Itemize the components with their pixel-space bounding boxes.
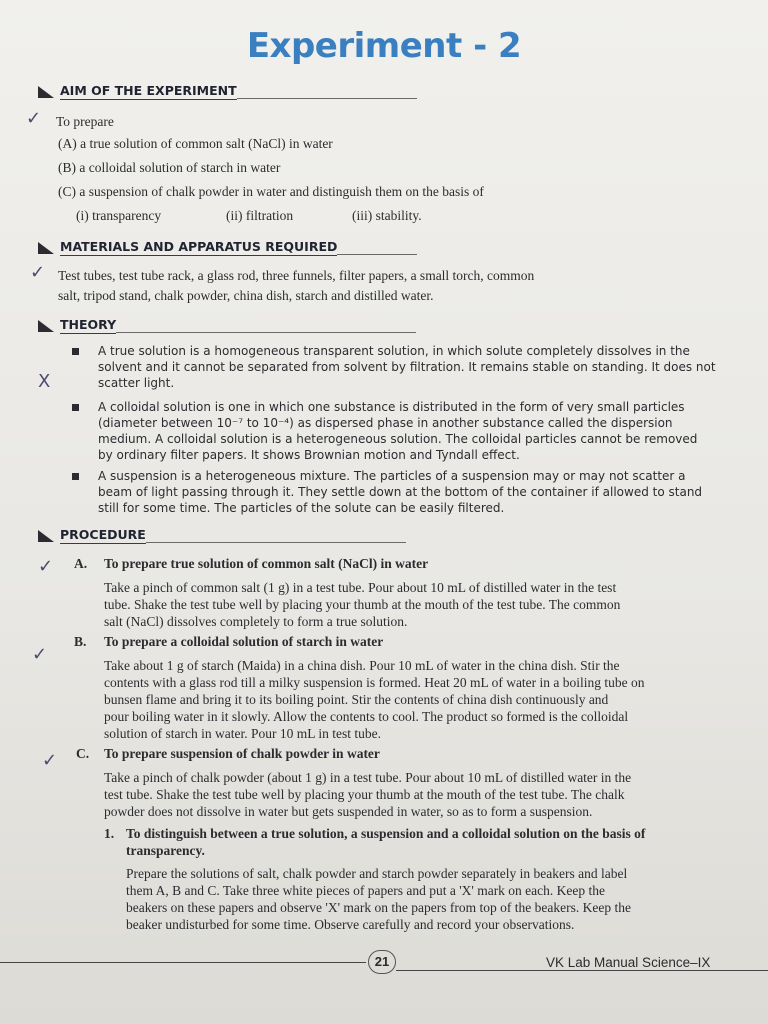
aim-item-c: (C) a suspension of chalk powder in water and distinguish them on the basis of [58, 184, 484, 199]
checkmark-icon: ✓ [30, 262, 46, 283]
theory-bullet-2-line-3: medium. A colloidal solution is a heterogeneous solution. The colloidal particles cannot be removed [98, 432, 698, 446]
aim-criterion-1: (i) transparency [76, 208, 162, 223]
checkmark-icon: ✓ [32, 644, 48, 665]
page-number: 21 [368, 950, 396, 974]
step-b-line-3: bunsen flame and bring it to its boiling point. Stir the contents of china dish continuously and [104, 692, 609, 707]
section-marker-icon [38, 320, 54, 332]
step-b-letter: B. [74, 634, 87, 649]
footer-book-title: VK Lab Manual Science–IX [546, 955, 711, 970]
step-a-line-2: tube. Shake the test tube well by placing your thumb at the mouth of the test tube. The common [104, 597, 621, 612]
step-c-title: To prepare suspension of chalk powder in water [104, 746, 380, 761]
theory-bullet-2-line-1: A colloidal solution is one in which one substance is distributed in the form of very small particles [98, 400, 685, 414]
section-heading-procedure: PROCEDURE [38, 522, 406, 544]
section-marker-icon [38, 242, 54, 254]
step-b-line-1: Take about 1 g of starch (Maida) in a china dish. Pour 10 mL of water in the china dish. Stir the [104, 658, 620, 673]
checkmark-icon: ✓ [42, 750, 58, 771]
theory-bullet-3-line-2: beam of light passing through it. They settle down at the bottom of the container if allowed to stand [98, 485, 703, 499]
section-heading-theory: THEORY [38, 312, 416, 334]
section-marker-icon [38, 86, 54, 98]
aim-item-b: (B) a colloidal solution of starch in water [58, 160, 281, 175]
step-a-line-3: salt (NaCl) dissolves completely to form a true solution. [104, 614, 408, 629]
theory-bullet-2-line-2: (diameter between 10⁻⁷ to 10⁻⁴) as dispersed phase in another substance called the dispersion [98, 416, 673, 430]
bullet-icon [72, 473, 79, 480]
materials-line-1: Test tubes, test tube rack, a glass rod, three funnels, filter papers, a small torch, common [58, 268, 535, 283]
sub-line-4: beaker undisturbed for some time. Observe carefully and record your observations. [126, 917, 575, 932]
page-title: Experiment - 2 [246, 26, 522, 66]
aim-criterion-3: (iii) stability. [352, 208, 422, 223]
section-marker-icon [38, 530, 54, 542]
aim-intro: To prepare [56, 114, 114, 129]
sub-line-1: Prepare the solutions of salt, chalk powder and starch powder separately in beakers and label [126, 866, 628, 881]
sub-number: 1. [104, 826, 115, 841]
materials-line-2: salt, tripod stand, chalk powder, china dish, starch and distilled water. [58, 288, 434, 303]
theory-bullet-3-line-1: A suspension is a heterogeneous mixture. The particles of a suspension may or may not scatter a [98, 469, 686, 483]
sub-line-3: beakers on these papers and observe 'X' mark on the papers from top of the beakers. Keep the [126, 900, 631, 915]
sub-line-2: them A, B and C. Take three white pieces of papers and put a 'X' mark on each. Keep the [126, 883, 606, 898]
sub-title-line-1: To distinguish between a true solution, a suspension and a colloidal solution on the basis of [126, 826, 646, 841]
theory-bullet-2-line-4: by ordinary filter papers. It shows Brownian motion and Tyndall effect. [98, 448, 520, 462]
bullet-icon [72, 404, 79, 411]
step-b-title: To prepare a colloidal solution of starch in water [104, 634, 384, 649]
aim-criterion-2: (ii) filtration [226, 208, 294, 223]
step-c-line-2: test tube. Shake the test tube well by placing your thumb at the mouth of the test tube. The chalk [104, 787, 625, 802]
step-a-line-1: Take a pinch of common salt (1 g) in a test tube. Pour about 10 mL of distilled water in the test [104, 580, 617, 595]
theory-bullet-1-line-3: scatter light. [98, 376, 175, 390]
section-heading-materials: MATERIALS AND APPARATUS REQUIRED [38, 234, 417, 256]
step-b-line-2: contents with a glass rod till a milky suspension is formed. Heat 20 mL of water in a boiling tube on [104, 675, 645, 690]
step-c-line-1: Take a pinch of chalk powder (about 1 g) in a test tube. Pour about 10 mL of distilled water in the [104, 770, 632, 785]
step-a-letter: A. [74, 556, 88, 571]
theory-bullet-1-line-2: solvent and it cannot be separated from solvent by filtration. It remains stable on standing. It does not [98, 360, 716, 374]
footer-rule-right [396, 970, 768, 971]
theory-bullet-3-line-3: still for some time. The particles of the solute can be easily filtered. [98, 501, 505, 515]
step-b-line-5: solution of starch in water. Pour 10 mL in test tube. [104, 726, 381, 741]
margin-cross-mark: X [38, 371, 51, 392]
step-c-letter: C. [76, 746, 90, 761]
checkmark-icon: ✓ [26, 108, 42, 129]
step-c-line-3: powder does not dissolve in water but gets suspended in water, so as to form a suspension. [104, 804, 593, 819]
checkmark-icon: ✓ [38, 556, 54, 577]
aim-item-a: (A) a true solution of common salt (NaCl) in water [58, 136, 333, 151]
bullet-icon [72, 348, 79, 355]
section-heading-aim: AIM OF THE EXPERIMENT [38, 78, 417, 100]
step-a-title: To prepare true solution of common salt (NaCl) in water [104, 556, 429, 571]
theory-bullet-1-line-1: A true solution is a homogeneous transparent solution, in which solute completely dissolves in the [98, 344, 690, 358]
step-b-line-4: pour boiling water in it slowly. Allow the contents to cool. The product so formed is the colloidal [104, 709, 629, 724]
sub-title-line-2: transparency. [126, 843, 205, 858]
footer-rule-left [0, 962, 366, 963]
